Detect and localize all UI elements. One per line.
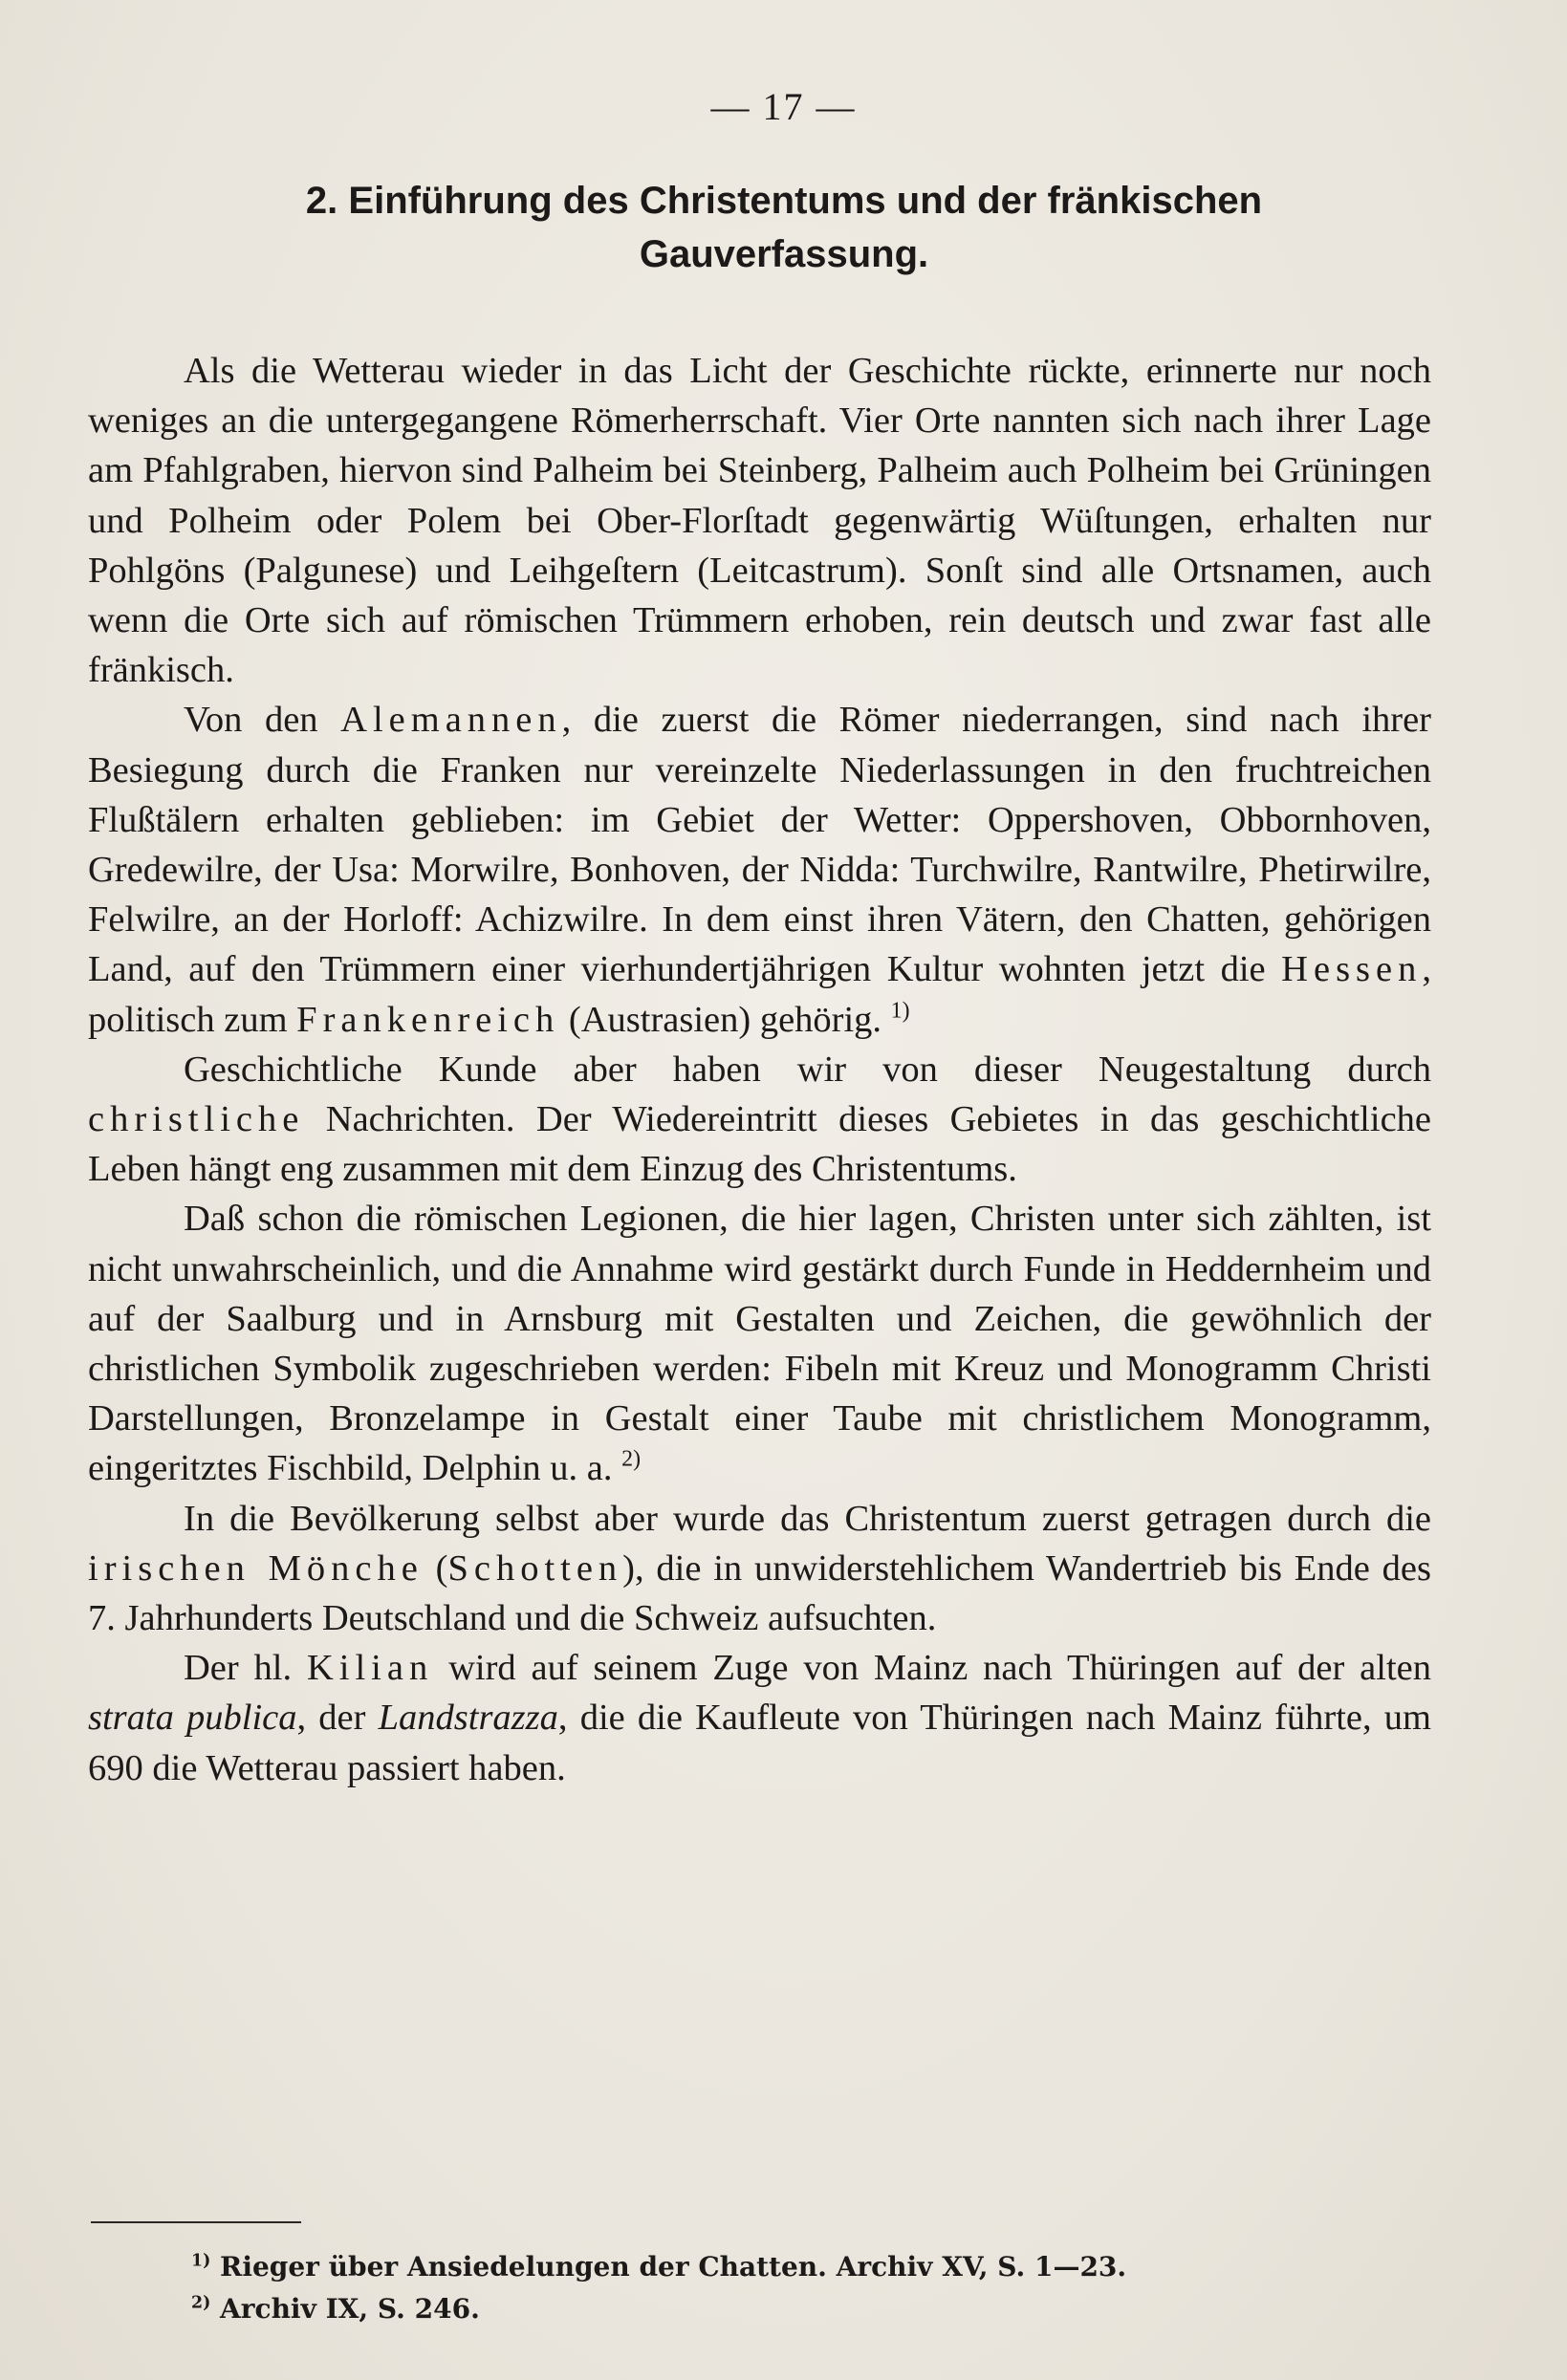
paragraph-6: Der hl. Kilian wird auf seinem Zuge von Mainz nach Thüringen auf der alten strata publica, der Landstrazza, die die Kaufleute von Thüringen nach Mainz führte, um 690 die Wetterau passiert haben. xyxy=(88,1648,1431,1788)
footnote-divider xyxy=(91,2221,301,2223)
footnotes xyxy=(191,2246,1338,2330)
paragraph-3: Geschichtliche Kunde aber haben wir von dieser Neugestaltung durch christliche Nachrichten. Der Wiedereintritt dieses Gebietes in das geschichtliche Leben hängt eng zusammen mit dem Einzug des Christentums. xyxy=(88,1049,1431,1190)
italic-term-landstrazza: Landstrazza xyxy=(378,1698,558,1739)
heading-line-2: Gauverfassung. xyxy=(639,233,929,275)
spaced-term-schotten: Schotten xyxy=(447,1547,623,1589)
spaced-term-christliche: christliche xyxy=(88,1099,305,1140)
spaced-term-frankenreich: Frankenreich xyxy=(296,999,560,1040)
paragraph-2: Von den Alemannen, die zuerst die Römer niederrangen, sind nach ihrer Besiegung durch die Franken nur vereinzelte Niederlassungen in den fruchtreichen Flußtälern erhalten geblieben: im Gebiet der Wetter: Oppershoven, Obbornhoven, Gredewilre, der Usa: Morwilre, Bonhoven, der Nidda: Turchwilre, Rantwilre, Phetirwilre, Felwilre, an der Horloff: Achizwilre. In dem einst ihren Vätern, den Chatten, gehörigen Land, auf den Trümmern einer vierhundertjährigen Kultur wohnten jetzt die Hessen, politisch zum Frankenreich (Austrasien) gehörig. $^{1)}$ xyxy=(88,700,1431,1040)
heading-line-1: 2. Einführung des Christentums und der fränkischen xyxy=(305,180,1263,222)
section-heading xyxy=(191,174,1377,281)
spaced-term-kilian: Kilian xyxy=(306,1648,434,1689)
spaced-term-moenche: irischen Mönche xyxy=(88,1547,424,1589)
footnote-ref-1: 1) xyxy=(890,998,910,1024)
page-number: — 17 — xyxy=(710,85,857,128)
footnote-1: $^{1)}$ Rieger über Ansiedelungen der Chatten. Archiv XV, S. 1—23. xyxy=(191,2251,1127,2283)
footnote-2: $^{2)}$ Archiv IX, S. 246. xyxy=(191,2293,480,2325)
body-text xyxy=(88,346,1431,1793)
italic-term-strata-publica: strata publica xyxy=(88,1698,297,1739)
footnote-ref-2: 2) xyxy=(621,1447,642,1473)
spaced-term-alemannen: Alemannen xyxy=(340,700,562,741)
spaced-term-hessen: Hessen xyxy=(1281,949,1423,990)
paragraph-4: Daß schon die römischen Legionen, die hier lagen, Christen unter sich zählten, ist nicht unwahrscheinlich, und die Annahme wird gestärkt durch Funde in Heddernheim und auf der Saalburg und in Arnsburg mit Gestalten und Zeichen, die gewöhnlich der christlichen Symbolik zugeschrieben werden: Fibeln mit Kreuz und Monogramm Christi Darstellungen, Bronzelampe in Gestalt einer Taube mit christlichem Monogramm, eingeritztes Fischbild, Delphin u. a. $^{2)}$ xyxy=(88,1199,1431,1489)
paragraph-5: In die Bevölkerung selbst aber wurde das Christentum zuerst getragen durch die irischen Mönche (Schotten), die in unwiderstehlichem Wandertrieb bis Ende des 7. Jahrhunderts Deutschland und die Schweiz aufsuchten. xyxy=(88,1498,1431,1639)
paragraph-1: Als die Wetterau wieder in das Licht der Geschichte rückte, erinnerte nur noch weniges an die untergegangene Römerherrschaft. Vier Orte nannten sich nach ihrer Lage am Pfahlgraben, hiervon sind Palheim bei Steinberg, Palheim auch Polheim bei Grüningen und Polheim oder Polem bei Ober-Florſtadt gegenwärtig Wüſtungen, erhalten nur Pohlgöns (Palgunese) und Leihgeſtern (Leitcastrum). Sonſt sind alle Ortsnamen, auch wenn die Orte sich auf römischen Trümmern erhoben, rein deutsch und zwar fast alle fränkisch. xyxy=(88,351,1431,691)
